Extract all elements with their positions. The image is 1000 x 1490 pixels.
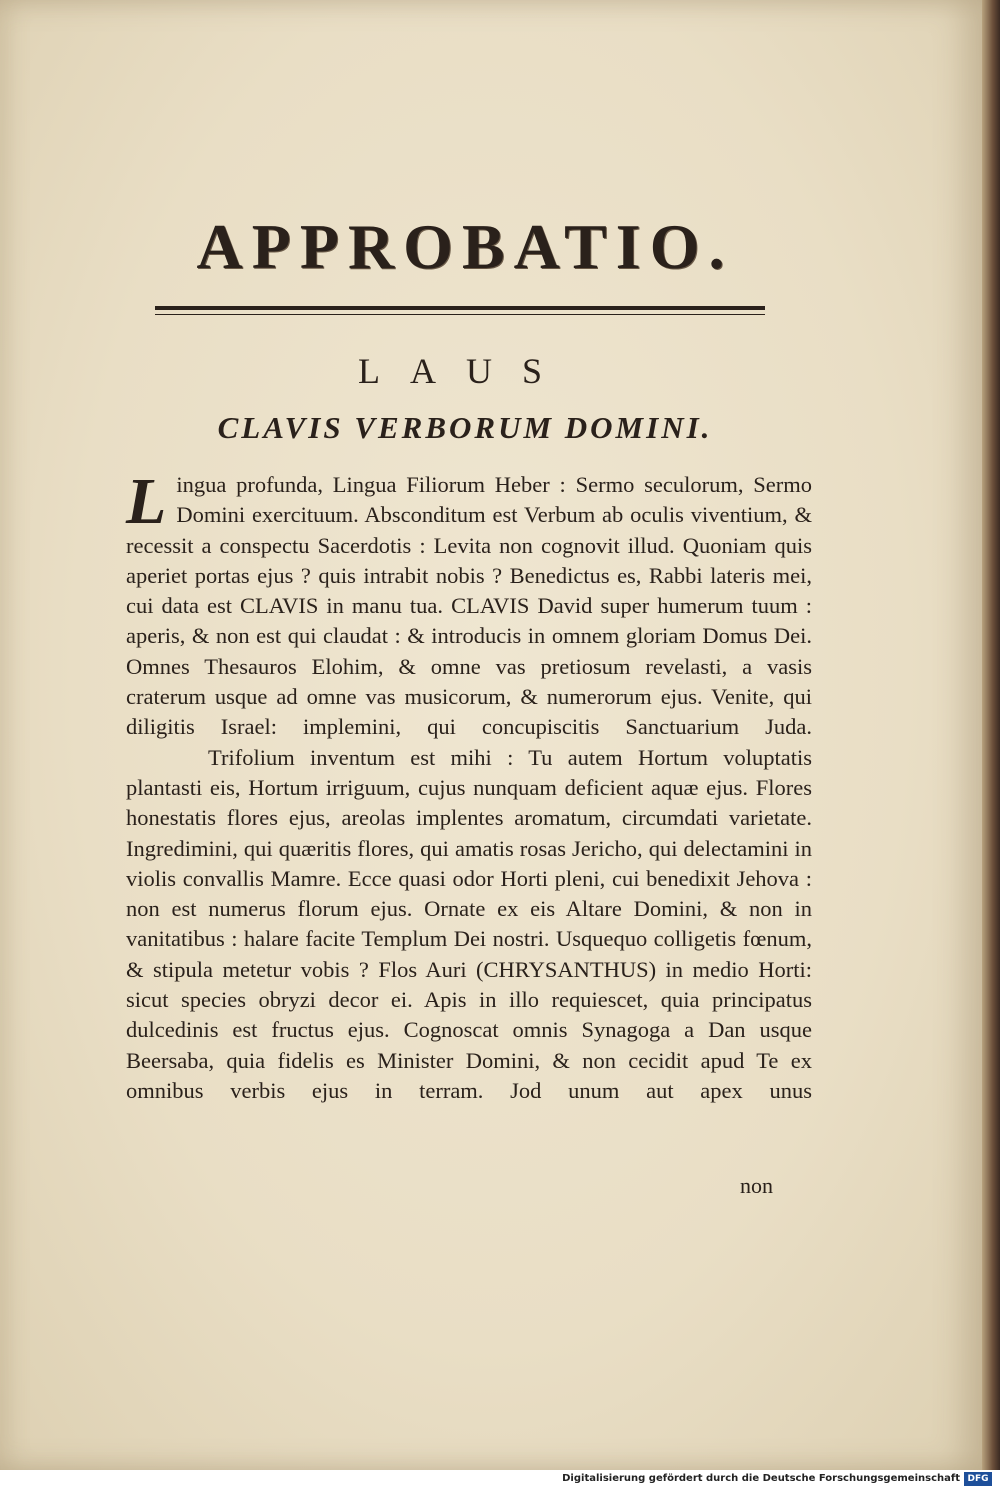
- footer-credit: Digitalisierung gefördert durch die Deutsche Forschungsgemeinschaft: [562, 1473, 960, 1484]
- subtitle-clavis: CLAVIS VERBORUM DOMINI.: [217, 410, 713, 445]
- paragraph-2: Trifolium inventum est mihi : Tu autem Hortum voluptatis plantasti eis, Hortum irriguum, cujus nunquam deficient aquæ ejus. Flores honestatis flores ejus, areolas implentes aromatum, circumdati varietate. Ingredimini, qui quæritis flores, qui amatis rosas Jericho, qui delectamini in violis convallis Mamre. Ecce quasi odor Horti pleni, cui benedixit Jehova : non est numerus florum ejus. Ornate ex eis Altare Domini, & non in vanitatibus : halare facite Templum Dei nostri. Usquequo colligetis fœnum, & stipula metetur vobis ? Flos Auri (CHRYSANTHUS) in medio Horti: sicut species obryzi decor ei. Apis in illo requiescet, quia principatus dulcedinis est fructus ejus. Cognoscat omnis Synagoga a Dan usque Beersaba, quia fidelis es Minister Domini, & non cecidit apud Te ex omnibus verbis ejus in terram. Jod unum aut apex unus: [126, 744, 812, 1103]
- page-title: APPROBATIO.: [196, 211, 734, 282]
- paragraph-1: [126, 465, 812, 743]
- title-rule-thin: [155, 314, 765, 315]
- drop-cap: L: [126, 465, 167, 538]
- catchword: non: [740, 1173, 773, 1198]
- title-rule-thick: [155, 306, 765, 310]
- subtitle-laus: LAUS: [357, 351, 572, 391]
- page-edge: [982, 0, 1000, 1470]
- dfg-logo-icon: DFG: [964, 1472, 992, 1486]
- paragraph-1-text: ingua profunda, Lingua Filiorum Heber : Sermo seculorum, Sermo Domini exercituum. Absconditum est Verbum ab oculis viventium, & recessit a conspectu Sacerdotis : Levita non cognovit illud. Quoniam quis aperiet portas ejus ? quis intrabit nobis ? Benedictus es, Rabbi lateris mei, cui data est CLAVIS in manu tua. CLAVIS David super humerum tuum : aperis, & non est qui claudat : & introducis in omnem gloriam Domus Dei. Omnes Thesauros Elohim, & omne vas pretiosum revelasti, a vasis craterum usque ad omne vas musicorum, & numerorum ejus. Venite, qui diligitis Israel: implemini, qui concupiscitis Sanctuarium Juda.: [126, 472, 812, 740]
- body-text: [126, 465, 812, 1106]
